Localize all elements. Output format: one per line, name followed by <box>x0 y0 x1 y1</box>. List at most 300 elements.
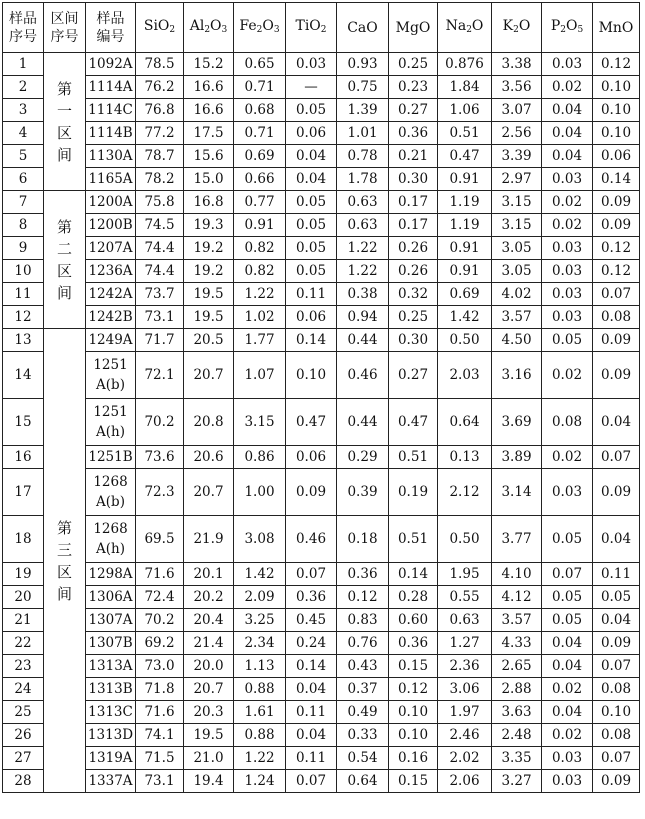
sample-id-line: 1307A <box>88 612 133 628</box>
sample-number-cell: 16 <box>3 446 44 469</box>
sample-id-line: 1165A <box>88 171 133 187</box>
column-header-fe2o3 <box>234 3 286 53</box>
column-header-tio2 <box>286 3 337 53</box>
value-cell-mgo: 0.36 <box>389 122 438 145</box>
value-cell-mno: 0.07 <box>593 446 640 469</box>
sample-id-line: 1251B <box>88 449 133 465</box>
value-cell-al2o3: 15.2 <box>184 53 234 76</box>
sample-id-line: 1114A <box>88 79 133 95</box>
value-cell-na2o: 2.03 <box>438 352 492 399</box>
sample-id-line: 1307B <box>88 635 133 651</box>
sample-id-line: 1268 <box>93 521 128 537</box>
value-cell-na2o: 1.06 <box>438 99 492 122</box>
value-cell-tio2: 0.05 <box>286 191 337 214</box>
value-cell-mno: 0.09 <box>593 632 640 655</box>
value-cell-cao: 0.44 <box>337 329 389 352</box>
sample-id-line: 1306A <box>88 589 133 605</box>
value-cell-al2o3: 17.5 <box>184 122 234 145</box>
sample-number-cell: 23 <box>3 655 44 678</box>
sample-id-line: 1114C <box>88 102 133 118</box>
value-cell-mno: 0.09 <box>593 329 640 352</box>
value-cell-mno: 0.12 <box>593 260 640 283</box>
table-row <box>3 53 640 76</box>
sample-number-cell: 28 <box>3 770 44 793</box>
value-cell-al2o3: 16.6 <box>184 99 234 122</box>
sample-number-cell: 6 <box>3 168 44 191</box>
value-cell-mgo: 0.19 <box>389 469 438 516</box>
value-cell-p2o5: 0.02 <box>542 678 593 701</box>
sample-id-cell <box>86 563 136 586</box>
sample-id-cell <box>86 446 136 469</box>
value-cell-tio2: 0.05 <box>286 237 337 260</box>
value-cell-tio2: — <box>286 76 337 99</box>
sample-id-line: 1207A <box>88 240 133 256</box>
zone-label-char: 第 <box>56 217 72 236</box>
value-cell-fe2o3: 0.88 <box>234 724 286 747</box>
formula-subscript: 2 <box>204 24 211 35</box>
value-cell-mgo: 0.30 <box>389 168 438 191</box>
value-cell-tio2: 0.46 <box>286 516 337 563</box>
column-header-line: 序号 <box>9 28 37 45</box>
value-cell-tio2: 0.09 <box>286 469 337 516</box>
value-cell-sio2: 76.2 <box>136 76 184 99</box>
value-cell-mgo: 0.23 <box>389 76 438 99</box>
column-header-line: 样品 <box>96 10 125 27</box>
value-cell-al2o3: 21.0 <box>184 747 234 770</box>
formula-subscript: 2 <box>513 24 519 35</box>
sample-number-cell: 7 <box>3 191 44 214</box>
sample-id-cell <box>86 191 136 214</box>
table-row <box>3 747 640 770</box>
value-cell-na2o: 1.84 <box>438 76 492 99</box>
column-header-mno <box>593 3 640 53</box>
sample-id-cell <box>86 306 136 329</box>
value-cell-sio2: 78.5 <box>136 53 184 76</box>
value-cell-p2o5: 0.02 <box>542 446 593 469</box>
value-cell-mno: 0.11 <box>593 563 640 586</box>
value-cell-tio2: 0.05 <box>286 260 337 283</box>
value-cell-k2o: 3.05 <box>492 260 542 283</box>
sample-number-cell: 1 <box>3 53 44 76</box>
value-cell-al2o3: 20.5 <box>184 329 234 352</box>
value-cell-al2o3: 19.3 <box>184 214 234 237</box>
table-row <box>3 399 640 446</box>
value-cell-k2o: 4.10 <box>492 563 542 586</box>
formula-text: TiO <box>295 17 321 34</box>
value-cell-cao: 0.63 <box>337 191 389 214</box>
value-cell-na2o: 2.12 <box>438 469 492 516</box>
column-header-k2o <box>492 3 542 53</box>
value-cell-sio2: 71.8 <box>136 678 184 701</box>
value-cell-k2o: 3.39 <box>492 145 542 168</box>
sample-id-line: 1251 <box>93 404 128 420</box>
value-cell-cao: 0.12 <box>337 586 389 609</box>
sample-id-line: 1249A <box>88 332 133 348</box>
value-cell-p2o5: 0.04 <box>542 122 593 145</box>
formula-text: Fe <box>239 17 257 34</box>
value-cell-al2o3: 15.0 <box>184 168 234 191</box>
value-cell-sio2: 73.7 <box>136 283 184 306</box>
sample-id-line: 1114B <box>88 125 133 141</box>
value-cell-mno: 0.08 <box>593 306 640 329</box>
value-cell-al2o3: 20.7 <box>184 678 234 701</box>
value-cell-na2o: 0.51 <box>438 122 492 145</box>
value-cell-fe2o3: 0.86 <box>234 446 286 469</box>
value-cell-tio2: 0.07 <box>286 770 337 793</box>
value-cell-tio2: 0.05 <box>286 99 337 122</box>
value-cell-cao: 0.39 <box>337 469 389 516</box>
value-cell-p2o5: 0.04 <box>542 701 593 724</box>
value-cell-na2o: 0.55 <box>438 586 492 609</box>
value-cell-p2o5: 0.03 <box>542 53 593 76</box>
value-cell-fe2o3: 0.91 <box>234 214 286 237</box>
sample-id-line: 1313B <box>88 681 133 697</box>
value-cell-cao: 0.38 <box>337 283 389 306</box>
value-cell-na2o: 1.27 <box>438 632 492 655</box>
value-cell-mgo: 0.32 <box>389 283 438 306</box>
sample-id-cell <box>86 399 136 446</box>
value-cell-al2o3: 20.1 <box>184 563 234 586</box>
value-cell-fe2o3: 3.08 <box>234 516 286 563</box>
value-cell-p2o5: 0.02 <box>542 76 593 99</box>
table-row <box>3 352 640 399</box>
value-cell-mgo: 0.14 <box>389 563 438 586</box>
value-cell-p2o5: 0.05 <box>542 329 593 352</box>
formula-subscript: 2 <box>256 24 263 35</box>
value-cell-na2o: 0.63 <box>438 609 492 632</box>
value-cell-mgo: 0.60 <box>389 609 438 632</box>
value-cell-k2o: 3.69 <box>492 399 542 446</box>
value-cell-na2o: 1.19 <box>438 191 492 214</box>
zone-label-cell <box>44 191 86 329</box>
value-cell-p2o5: 0.04 <box>542 145 593 168</box>
value-cell-al2o3: 20.3 <box>184 701 234 724</box>
formula-subscript: 2 <box>560 24 566 35</box>
value-cell-sio2: 73.1 <box>136 306 184 329</box>
value-cell-k2o: 4.33 <box>492 632 542 655</box>
value-cell-mgo: 0.15 <box>389 770 438 793</box>
value-cell-p2o5: 0.04 <box>542 632 593 655</box>
table-row <box>3 191 640 214</box>
sample-id-line: 1268 <box>93 474 128 490</box>
formula-text: MgO <box>395 19 431 36</box>
value-cell-al2o3: 20.2 <box>184 586 234 609</box>
value-cell-cao: 0.36 <box>337 563 389 586</box>
value-cell-p2o5: 0.05 <box>542 586 593 609</box>
sample-id-cell <box>86 516 136 563</box>
sample-id-cell <box>86 770 136 793</box>
value-cell-tio2: 0.07 <box>286 563 337 586</box>
value-cell-mgo: 0.25 <box>389 53 438 76</box>
value-cell-mgo: 0.47 <box>389 399 438 446</box>
value-cell-mno: 0.12 <box>593 237 640 260</box>
value-cell-mgo: 0.16 <box>389 747 438 770</box>
sample-id-cell <box>86 237 136 260</box>
zone-label-char: 区 <box>56 261 72 280</box>
value-cell-fe2o3: 0.66 <box>234 168 286 191</box>
sample-id-line: 1200B <box>88 217 133 233</box>
zone-label-char: 间 <box>56 584 72 603</box>
value-cell-al2o3: 19.5 <box>184 724 234 747</box>
table-header <box>3 3 640 53</box>
sample-number-cell: 3 <box>3 99 44 122</box>
value-cell-al2o3: 19.2 <box>184 237 234 260</box>
value-cell-p2o5: 0.07 <box>542 563 593 586</box>
value-cell-k2o: 4.50 <box>492 329 542 352</box>
table-row <box>3 237 640 260</box>
sample-id-cell <box>86 283 136 306</box>
value-cell-mno: 0.04 <box>593 516 640 563</box>
value-cell-k2o: 3.27 <box>492 770 542 793</box>
table-row <box>3 724 640 747</box>
sample-id-cell <box>86 609 136 632</box>
value-cell-fe2o3: 1.77 <box>234 329 286 352</box>
sample-number-cell: 22 <box>3 632 44 655</box>
formula-subscript: 3 <box>221 24 228 35</box>
value-cell-mno: 0.10 <box>593 76 640 99</box>
value-cell-mgo: 0.26 <box>389 237 438 260</box>
value-cell-mno: 0.08 <box>593 724 640 747</box>
value-cell-k2o: 3.14 <box>492 469 542 516</box>
value-cell-mgo: 0.12 <box>389 678 438 701</box>
table-row <box>3 145 640 168</box>
value-cell-mno: 0.09 <box>593 469 640 516</box>
value-cell-sio2: 74.1 <box>136 724 184 747</box>
value-cell-mno: 0.08 <box>593 678 640 701</box>
column-header-p2o5 <box>542 3 593 53</box>
value-cell-mno: 0.10 <box>593 99 640 122</box>
sample-id-cell <box>86 122 136 145</box>
value-cell-k2o: 2.97 <box>492 168 542 191</box>
value-cell-p2o5: 0.03 <box>542 469 593 516</box>
sample-number-cell: 4 <box>3 122 44 145</box>
value-cell-k2o: 3.15 <box>492 214 542 237</box>
sample-id-line: 1242B <box>88 309 133 325</box>
zone-label-char: 三 <box>56 540 72 559</box>
value-cell-al2o3: 21.9 <box>184 516 234 563</box>
value-cell-sio2: 74.4 <box>136 260 184 283</box>
sample-number-cell: 17 <box>3 469 44 516</box>
value-cell-al2o3: 20.7 <box>184 352 234 399</box>
formula-text: Al <box>189 17 205 34</box>
table-row <box>3 122 640 145</box>
value-cell-fe2o3: 1.42 <box>234 563 286 586</box>
value-cell-sio2: 78.7 <box>136 145 184 168</box>
value-cell-na2o: 0.91 <box>438 168 492 191</box>
value-cell-mgo: 0.25 <box>389 306 438 329</box>
value-cell-k2o: 3.07 <box>492 99 542 122</box>
value-cell-al2o3: 20.6 <box>184 446 234 469</box>
value-cell-sio2: 72.1 <box>136 352 184 399</box>
formula-text: P <box>550 17 561 34</box>
value-cell-k2o: 2.48 <box>492 724 542 747</box>
value-cell-na2o: 0.50 <box>438 329 492 352</box>
value-cell-cao: 0.93 <box>337 53 389 76</box>
value-cell-fe2o3: 0.82 <box>234 260 286 283</box>
value-cell-sio2: 71.6 <box>136 701 184 724</box>
value-cell-p2o5: 0.03 <box>542 237 593 260</box>
value-cell-mno: 0.10 <box>593 122 640 145</box>
zone-label-char: 第 <box>56 518 72 537</box>
value-cell-fe2o3: 1.22 <box>234 747 286 770</box>
sample-number-cell: 11 <box>3 283 44 306</box>
value-cell-fe2o3: 3.25 <box>234 609 286 632</box>
value-cell-sio2: 73.6 <box>136 446 184 469</box>
sample-id-line: 1251 <box>93 357 128 373</box>
sample-id-line: A(h) <box>96 541 125 557</box>
value-cell-cao: 0.64 <box>337 770 389 793</box>
value-cell-cao: 1.01 <box>337 122 389 145</box>
value-cell-tio2: 0.06 <box>286 446 337 469</box>
column-header-cao <box>337 3 389 53</box>
value-cell-cao: 0.63 <box>337 214 389 237</box>
value-cell-p2o5: 0.05 <box>542 609 593 632</box>
sample-id-line: 1200A <box>88 194 133 210</box>
formula-subscript: 5 <box>577 24 584 35</box>
value-cell-cao: 0.46 <box>337 352 389 399</box>
column-header-line: 区间 <box>50 10 79 27</box>
formula-subscript: 2 <box>320 24 327 35</box>
value-cell-sio2: 76.8 <box>136 99 184 122</box>
value-cell-fe2o3: 2.09 <box>234 586 286 609</box>
table-row <box>3 329 640 352</box>
sample-number-cell: 5 <box>3 145 44 168</box>
value-cell-mgo: 0.17 <box>389 214 438 237</box>
value-cell-na2o: 1.19 <box>438 214 492 237</box>
sample-id-line: 1319A <box>88 750 133 766</box>
value-cell-al2o3: 20.4 <box>184 609 234 632</box>
value-cell-fe2o3: 1.13 <box>234 655 286 678</box>
value-cell-sio2: 78.2 <box>136 168 184 191</box>
sample-id-cell <box>86 747 136 770</box>
sample-id-line: A(b) <box>96 377 125 393</box>
value-cell-sio2: 74.5 <box>136 214 184 237</box>
value-cell-sio2: 73.0 <box>136 655 184 678</box>
value-cell-p2o5: 0.03 <box>542 168 593 191</box>
value-cell-tio2: 0.11 <box>286 747 337 770</box>
formula-text: O <box>518 17 531 34</box>
formula-text: MnO <box>598 19 634 36</box>
value-cell-al2o3: 19.5 <box>184 306 234 329</box>
value-cell-mgo: 0.36 <box>389 632 438 655</box>
value-cell-tio2: 0.14 <box>286 329 337 352</box>
sample-id-cell <box>86 469 136 516</box>
formula-subscript: 3 <box>273 24 280 35</box>
value-cell-mno: 0.10 <box>593 701 640 724</box>
table-row <box>3 678 640 701</box>
value-cell-cao: 0.83 <box>337 609 389 632</box>
value-cell-al2o3: 20.8 <box>184 399 234 446</box>
value-cell-al2o3: 20.7 <box>184 469 234 516</box>
value-cell-tio2: 0.11 <box>286 283 337 306</box>
value-cell-na2o: 2.06 <box>438 770 492 793</box>
value-cell-na2o: 3.06 <box>438 678 492 701</box>
value-cell-na2o: 0.69 <box>438 283 492 306</box>
value-cell-cao: 0.29 <box>337 446 389 469</box>
composition-table <box>2 2 640 793</box>
sample-id-line: 1236A <box>88 263 133 279</box>
sample-id-cell <box>86 214 136 237</box>
value-cell-mgo: 0.10 <box>389 701 438 724</box>
value-cell-tio2: 0.05 <box>286 214 337 237</box>
formula-text: O <box>262 17 274 34</box>
value-cell-mgo: 0.30 <box>389 329 438 352</box>
value-cell-mgo: 0.51 <box>389 516 438 563</box>
value-cell-sio2: 73.1 <box>136 770 184 793</box>
value-cell-mgo: 0.27 <box>389 99 438 122</box>
sample-id-cell <box>86 329 136 352</box>
table-row <box>3 516 640 563</box>
value-cell-al2o3: 19.4 <box>184 770 234 793</box>
sample-number-cell: 2 <box>3 76 44 99</box>
table-row <box>3 770 640 793</box>
table-row <box>3 260 640 283</box>
value-cell-k2o: 4.02 <box>492 283 542 306</box>
value-cell-p2o5: 0.03 <box>542 770 593 793</box>
value-cell-sio2: 72.4 <box>136 586 184 609</box>
zone-label-cell <box>44 53 86 191</box>
sample-id-cell <box>86 655 136 678</box>
value-cell-fe2o3: 0.82 <box>234 237 286 260</box>
value-cell-cao: 1.78 <box>337 168 389 191</box>
value-cell-k2o: 3.77 <box>492 516 542 563</box>
value-cell-na2o: 2.02 <box>438 747 492 770</box>
value-cell-cao: 1.39 <box>337 99 389 122</box>
value-cell-k2o: 3.05 <box>492 237 542 260</box>
value-cell-tio2: 0.04 <box>286 145 337 168</box>
value-cell-k2o: 3.89 <box>492 446 542 469</box>
value-cell-na2o: 2.36 <box>438 655 492 678</box>
value-cell-fe2o3: 0.65 <box>234 53 286 76</box>
value-cell-tio2: 0.24 <box>286 632 337 655</box>
value-cell-cao: 0.94 <box>337 306 389 329</box>
value-cell-tio2: 0.11 <box>286 701 337 724</box>
column-header-sio2 <box>136 3 184 53</box>
value-cell-fe2o3: 3.15 <box>234 399 286 446</box>
column-header-zone_no <box>44 3 86 53</box>
sample-number-cell: 18 <box>3 516 44 563</box>
table-row <box>3 469 640 516</box>
sample-id-cell <box>86 678 136 701</box>
value-cell-sio2: 71.6 <box>136 563 184 586</box>
value-cell-k2o: 3.57 <box>492 609 542 632</box>
value-cell-fe2o3: 0.69 <box>234 145 286 168</box>
value-cell-al2o3: 19.5 <box>184 283 234 306</box>
sample-id-cell <box>86 632 136 655</box>
sample-number-cell: 12 <box>3 306 44 329</box>
value-cell-fe2o3: 0.88 <box>234 678 286 701</box>
value-cell-p2o5: 0.08 <box>542 399 593 446</box>
sample-number-cell: 26 <box>3 724 44 747</box>
value-cell-cao: 1.22 <box>337 260 389 283</box>
sample-number-cell: 25 <box>3 701 44 724</box>
column-header-al2o3 <box>184 3 234 53</box>
value-cell-cao: 0.44 <box>337 399 389 446</box>
value-cell-tio2: 0.10 <box>286 352 337 399</box>
sample-id-line: 1337A <box>88 773 133 789</box>
value-cell-fe2o3: 2.34 <box>234 632 286 655</box>
sample-number-cell: 27 <box>3 747 44 770</box>
value-cell-mgo: 0.21 <box>389 145 438 168</box>
value-cell-fe2o3: 0.68 <box>234 99 286 122</box>
sample-number-cell: 19 <box>3 563 44 586</box>
value-cell-sio2: 75.8 <box>136 191 184 214</box>
value-cell-tio2: 0.06 <box>286 306 337 329</box>
value-cell-sio2: 74.4 <box>136 237 184 260</box>
value-cell-na2o: 0.91 <box>438 237 492 260</box>
sample-id-line: 1242A <box>88 286 133 302</box>
value-cell-fe2o3: 1.02 <box>234 306 286 329</box>
